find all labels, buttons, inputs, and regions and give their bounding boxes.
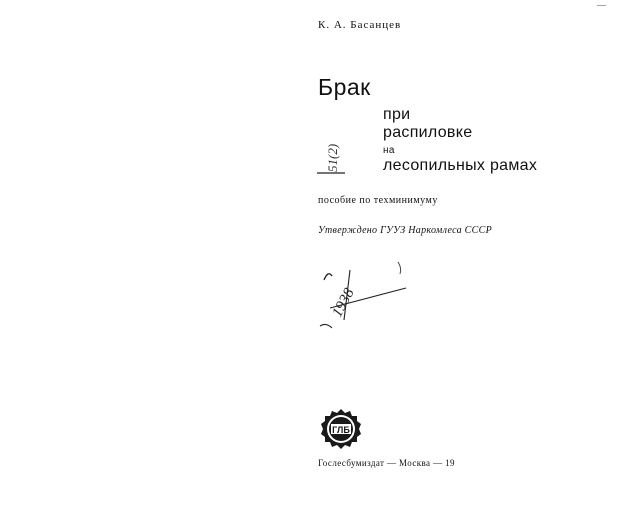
approval-note: Утверждено ГУУЗ Наркомлеса СССР — [318, 225, 492, 236]
book-subtitle: пособие по техминимуму — [318, 195, 438, 206]
emblem-lettering: ГЛБ — [332, 425, 350, 435]
author-name: К. А. Басанцев — [318, 19, 402, 31]
handwritten-margin-note — [313, 100, 353, 180]
ink-mark: — — [597, 0, 606, 10]
handwritten-inventory-note — [310, 250, 420, 340]
title-line-2: распиловке — [383, 124, 473, 141]
book-title: Брак — [318, 74, 371, 100]
title-line-3: на — [383, 145, 395, 156]
publisher-emblem-icon — [320, 408, 362, 450]
title-line-4: лесопильных рамах — [383, 157, 538, 174]
margin-code-text: 51(2) — [325, 143, 340, 172]
title-line-1: при — [383, 106, 411, 123]
publisher-imprint: Гослесбумиздат — Москва — 19 — [318, 458, 455, 468]
inventory-number-text: 1938 — [329, 285, 358, 320]
